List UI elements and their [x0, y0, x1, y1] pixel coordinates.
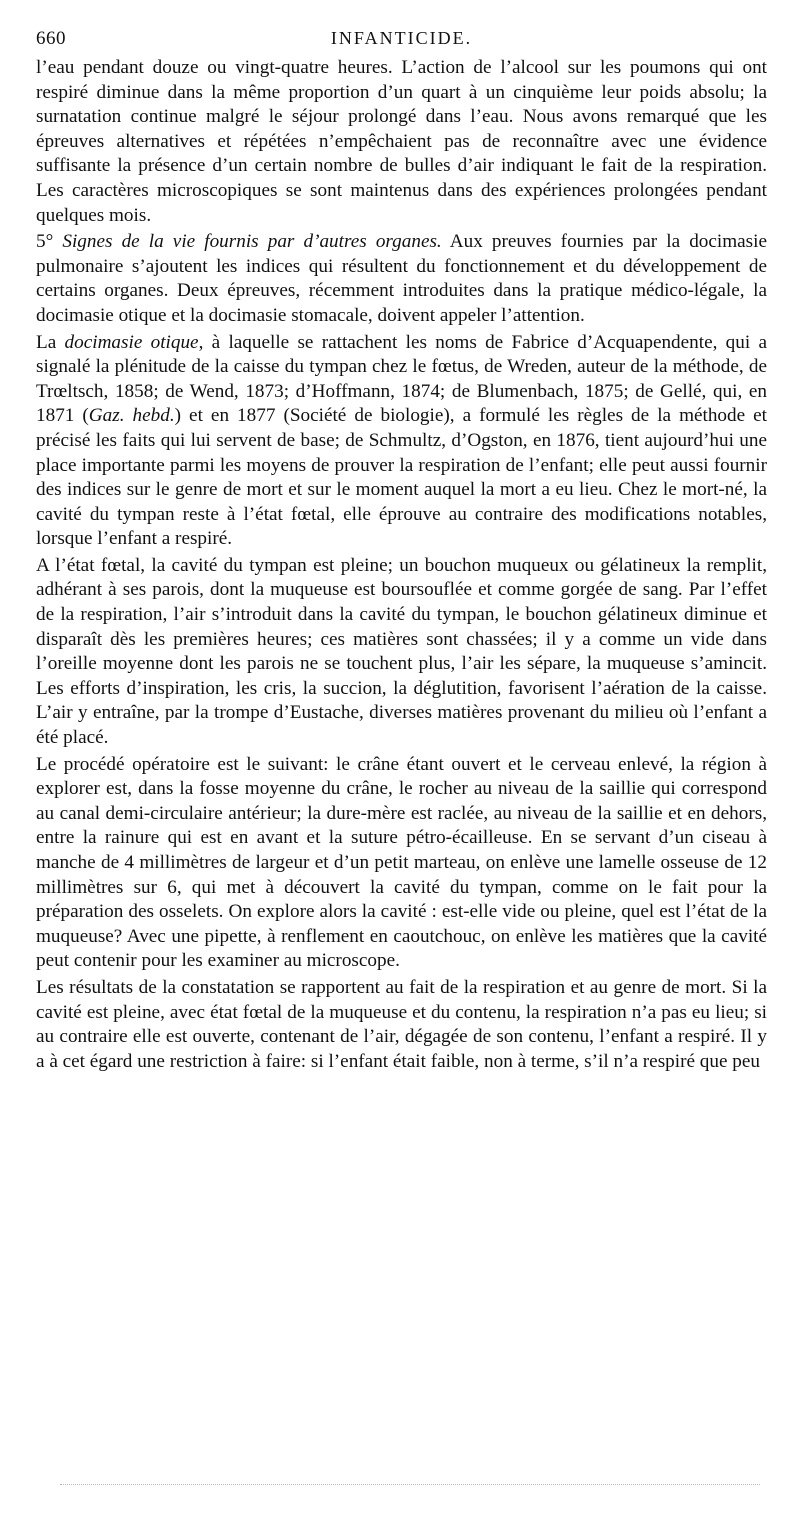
paragraph-text: , à laquelle se rattachent les noms de Fabrice d’Acquapendente, qui a signalé la plénitude de la caisse du tympan chez le fœtus, de Wreden, auteur de la méthode, de Trœltsch, 1858; de Wend, 1873; d’Hoffmann, 1874; de Blumenbach, 1875; de Gellé, qui, en 1871 (: [36, 331, 767, 427]
paragraph-lead: La: [36, 331, 65, 353]
paragraph-section-5: [36, 230, 767, 328]
bottom-bleed-through-line: [60, 1484, 760, 1485]
running-header: [36, 22, 767, 56]
paragraph-text: ) et en 1877 (Société de biologie), a formulé les règles de la méthode et précisé les faits qui lui servent de base; de Schmultz, d’Ogston, en 1876, tient aujourd’hui une place importante parmi les moyens de prouver la respiration de l’enfant; elle peut aussi fournir des indices sur le genre de mort et sur le moment auquel la mort a eu lieu. Chez le mort-né, la cavité du tympan reste à l’état fœtal, elle éprouve au contraire des modifications notables, lorsque l’enfant a respiré.: [36, 405, 768, 550]
section-number: 5°: [36, 231, 63, 253]
body-text: [36, 56, 767, 1074]
paragraph-continuation: [36, 56, 767, 228]
section-heading: Signes de la vie fournis par d’autres organes.: [62, 231, 442, 253]
citation-gaz-hebd: Gaz. hebd.: [88, 405, 175, 427]
paragraph-docimasie-otique: [36, 331, 767, 552]
paragraph-text: l’eau pendant douze ou vingt-quatre heures. L’action de l’alcool sur les poumons qui ont respiré diminue dans la même proportion d’un quart à un cinquième leur poids absolu; la surnatation continue malgré le séjour prolongé dans l’eau. Nous avons remarqué que les épreuves alternatives et répétées n’empêchaient pas de reconnaître avec une évidence suffisante la présence d’un certain nombre de bulles d’air indiquant le fait de la respiration. Les caractères microscopiques se sont maintenus dans des expériences prolongées pendant quelques mois.: [36, 57, 767, 226]
page-number: 660: [36, 28, 66, 49]
document-page: [36, 22, 767, 1074]
paragraph-text: A l’état fœtal, la cavité du tympan est pleine; un bouchon muqueux ou gélatineux la remplit, adhérant à ses parois, dont la muqueuse est boursouflée et comme gorgée de sang. Par l’effet de la respiration, l’air s’introduit dans la cavité du tympan, le bouchon gélatineux diminue et disparaît dès les premières heures; ces matières sont chassées; il y a comme un vide dans l’oreille moyenne dont les parois ne se touchent plus, l’air les sépare, la muqueuse s’amincit. Les efforts d’inspiration, les cris, la succion, la déglutition, favorisent l’aération de la caisse. L’air y entraîne, par la trompe d’Eustache, diverses matières provenant du milieu où l’enfant a été placé.: [36, 554, 767, 749]
running-title: INFANTICIDE.: [330, 28, 473, 48]
paragraph-resultats: [36, 976, 767, 1074]
paragraph-procede-operatoire: [36, 753, 767, 974]
paragraph-text: Le procédé opératoire est le suivant: le crâne étant ouvert et le cerveau enlevé, la région à explorer est, dans la fosse moyenne du crâne, le rocher au niveau de la saillie qui correspond au canal demi-circulaire antérieur; la dure-mère est raclée, au niveau de la saillie et en dehors, entre la rainure qui est en avant et la suture pétro-écailleuse. En se servant d’un ciseau à manche de 4 millimètres de largeur et d’un petit marteau, on enlève une lamelle osseuse de 12 millimètres sur 6, qui met à découvert la cavité du tympan, comme on le fait pour la préparation des osselets. On explore alors la cavité : est-elle vide ou pleine, quel est l’état de la muqueuse? Avec une pipette, à renflement en caoutchouc, on enlève les matières que la cavité peut contenir pour les examiner au microscope.: [36, 753, 767, 972]
term-docimasie-otique: docimasie otique: [64, 331, 199, 353]
paragraph-text: Aux preuves fournies par la docimasie pulmonaire s’ajoutent les indices qui résultent du fonctionnement et du développement de certains organes. Deux épreuves, récemment introduites dans la pratique médico-légale, la docimasie otique et la docimasie stomacale, doivent appeler l’attention.: [36, 231, 767, 326]
paragraph-etat-foetal: [36, 554, 767, 751]
paragraph-text: Les résultats de la constatation se rapportent au fait de la respiration et au genre de mort. Si la cavité est pleine, avec état fœtal de la muqueuse et du contenu, la respiration n’a pas eu lieu; si au contraire elle est ouverte, contenant de l’air, dégagée de son contenu, l’enfant a respiré. Il y a à cet égard une restriction à faire: si l’enfant était faible, non à terme, s’il n’a respiré que peu: [36, 976, 767, 1072]
